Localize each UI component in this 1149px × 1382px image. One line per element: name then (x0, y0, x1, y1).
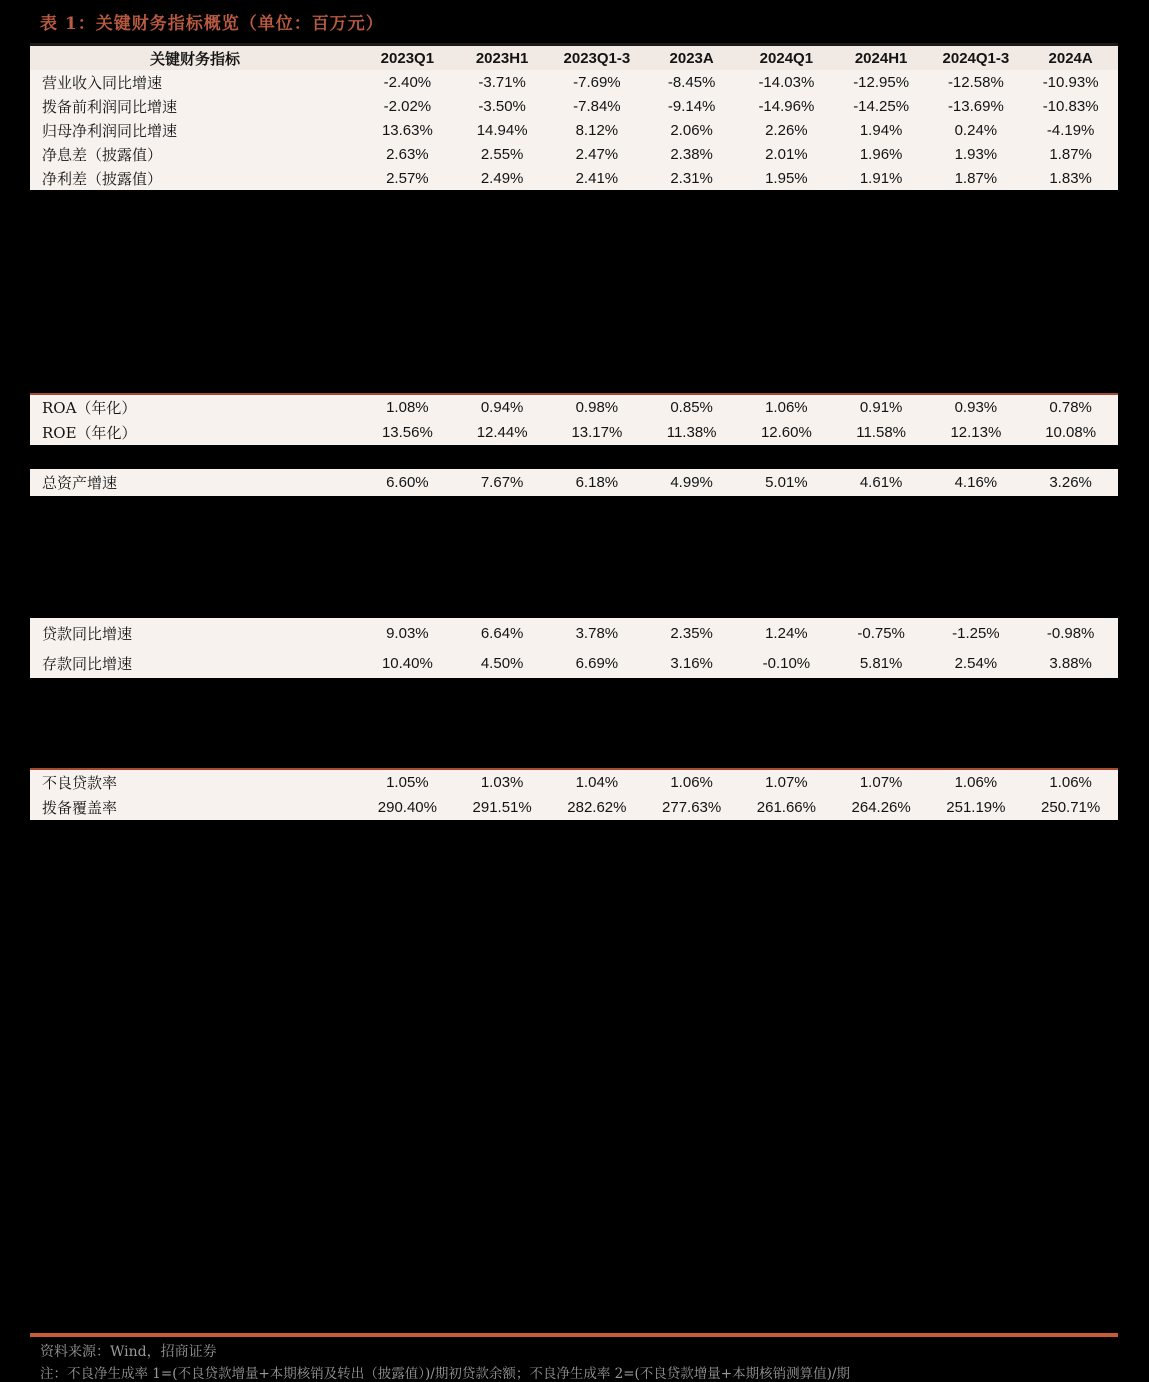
cell-value: 2.55% (480, 145, 524, 163)
table-row (30, 94, 1118, 118)
cell-value: 1.07% (765, 774, 808, 791)
cell-value: 8.12% (575, 121, 619, 139)
cell-value: 10.08% (1045, 424, 1097, 441)
header-column: 2024H1 (854, 50, 908, 67)
cell-value: 1.07% (859, 774, 903, 791)
cell-value: 0.93% (954, 399, 998, 416)
table-row (30, 420, 1118, 445)
cell-value: -4.19% (1046, 121, 1095, 139)
cell-value: 12.44% (476, 424, 528, 441)
cell-value: 2.63% (386, 145, 429, 163)
table-row (30, 166, 1118, 190)
cell-value: -8.45% (667, 73, 716, 91)
cell-value: 6.18% (575, 474, 619, 491)
cell-value: 11.38% (666, 424, 717, 441)
cell-value: 0.91% (859, 399, 903, 416)
cell-value: -14.03% (758, 73, 815, 91)
cell-value: 2.31% (670, 169, 713, 187)
row-label: 拨备前利润同比增速 (42, 97, 178, 116)
cell-value: 1.93% (954, 145, 998, 163)
cell-value: 12.60% (760, 424, 812, 441)
table-row (30, 469, 1118, 496)
cell-value: 6.60% (386, 474, 429, 491)
cell-value: 4.61% (859, 474, 903, 491)
table-row (30, 618, 1118, 648)
cell-value: 3.16% (670, 654, 713, 672)
cell-value: 1.87% (1049, 145, 1092, 163)
cell-value: 3.88% (1049, 654, 1092, 672)
cell-value: -14.25% (853, 97, 910, 115)
cell-value: 2.49% (480, 169, 524, 187)
cell-value: 1.06% (765, 399, 808, 416)
row-label: 净利差（披露值） (42, 169, 163, 188)
cell-value: -0.10% (762, 654, 811, 672)
cell-value: 2.41% (575, 169, 619, 187)
cell-value: -12.95% (853, 73, 910, 91)
cell-value: -0.75% (857, 624, 905, 642)
cell-value: 1.95% (765, 169, 808, 187)
table-row (30, 648, 1118, 678)
cell-value: 1.08% (386, 399, 429, 416)
cell-value: 0.94% (480, 399, 524, 416)
cell-value: 251.19% (946, 799, 1006, 816)
cell-value: 1.06% (670, 774, 713, 791)
table-block-loans-deposits (30, 618, 1118, 678)
cell-value: 1.06% (1049, 774, 1092, 791)
cell-value: 14.94% (476, 121, 528, 139)
cell-value: 250.71% (1041, 799, 1101, 816)
cell-value: 1.91% (859, 169, 903, 187)
calculation-note: 注：不良净生成率 1=(不良贷款增量+本期核销及转出（披露值）)/期初贷款余额；不良净生成率 2=(不良贷款增量+本期核销测算值)/期 (40, 1366, 850, 1382)
cell-value: 13.17% (571, 424, 623, 441)
header-column: 2024A (1048, 50, 1093, 67)
cell-value: -1.25% (952, 624, 1000, 642)
cell-value: 1.24% (765, 624, 808, 642)
table-block-asset-quality (30, 768, 1118, 820)
table-title: 表 1：关键财务指标概览（单位：百万元） (40, 14, 384, 34)
cell-value: 0.78% (1049, 399, 1092, 416)
table-block-growth-and-margin (30, 70, 1118, 190)
cell-value: 10.40% (381, 654, 433, 672)
cell-value: 1.04% (575, 774, 619, 791)
cell-value: 261.66% (756, 799, 816, 816)
cell-value: 2.26% (765, 121, 808, 139)
header-column: 2023Q1 (380, 50, 435, 67)
header-label: 关键财务指标 (149, 50, 240, 68)
cell-value: 5.81% (859, 654, 903, 672)
cell-value: 1.87% (954, 169, 998, 187)
cell-value: -3.50% (478, 97, 526, 115)
cell-value: 0.85% (670, 399, 713, 416)
row-label: 总资产增速 (42, 474, 118, 492)
cell-value: -12.58% (947, 73, 1004, 91)
cell-value: 1.94% (859, 121, 903, 139)
header-column: 2023H1 (475, 50, 529, 67)
table-row (30, 395, 1118, 420)
cell-value: 290.40% (377, 799, 437, 816)
row-label: 净息差（披露值） (42, 145, 163, 164)
cell-value: -13.69% (947, 97, 1004, 115)
table-row (30, 770, 1118, 795)
row-label: ROA（年化） (42, 399, 137, 417)
cell-value: 6.69% (575, 654, 619, 672)
cell-value: -7.84% (573, 97, 621, 115)
cell-value: 2.01% (765, 145, 808, 163)
source-note: 资料来源：Wind，招商证券 (40, 1344, 217, 1360)
cell-value: 282.62% (567, 799, 627, 816)
cell-value: 13.63% (381, 121, 433, 139)
header-column: 2023Q1-3 (563, 50, 631, 67)
cell-value: 2.57% (386, 169, 429, 187)
cell-value: -14.96% (758, 97, 815, 115)
cell-value: 4.99% (670, 474, 713, 491)
cell-value: 291.51% (472, 799, 532, 816)
cell-value: 277.63% (662, 799, 722, 816)
table-row (30, 142, 1118, 166)
cell-value: 2.54% (954, 654, 998, 672)
table-row (30, 795, 1118, 820)
cell-value: -10.83% (1042, 97, 1099, 115)
cell-value: 2.35% (670, 624, 713, 642)
cell-value: 12.13% (950, 424, 1002, 441)
cell-value: 0.98% (575, 399, 619, 416)
cell-value: 1.06% (954, 774, 998, 791)
cell-value: 2.06% (670, 121, 713, 139)
cell-value: -10.93% (1042, 73, 1099, 91)
cell-value: 3.78% (575, 624, 619, 642)
cell-value: 1.05% (386, 774, 429, 791)
row-label: 贷款同比增速 (42, 624, 133, 643)
cell-value: 1.83% (1049, 169, 1092, 187)
header-column: 2023A (669, 50, 714, 67)
cell-value: 13.56% (381, 424, 433, 441)
cell-value: 2.47% (575, 145, 619, 163)
cell-value: 4.50% (480, 654, 524, 672)
row-label: 存款同比增速 (42, 654, 133, 673)
cell-value: -9.14% (667, 97, 716, 115)
cell-value: 5.01% (765, 474, 808, 491)
header-column: 2024Q1-3 (942, 50, 1010, 67)
cell-value: -2.40% (383, 73, 432, 91)
table-header-row (30, 43, 1118, 73)
table-row (30, 70, 1118, 94)
row-label: 拨备覆盖率 (42, 799, 118, 817)
cell-value: 2.38% (670, 145, 713, 163)
row-label: ROE（年化） (42, 424, 137, 442)
cell-value: 264.26% (851, 799, 911, 816)
cell-value: -3.71% (478, 73, 526, 91)
cell-value: -2.02% (383, 97, 432, 115)
table-row (30, 118, 1118, 142)
table-block-asset-growth (30, 469, 1118, 496)
cell-value: 6.64% (480, 624, 524, 642)
bottom-divider-rule (30, 1333, 1118, 1337)
header-column: 2024Q1 (759, 50, 814, 67)
row-label: 不良贷款率 (42, 774, 118, 792)
row-label: 归母净利润同比增速 (42, 121, 178, 140)
cell-value: 9.03% (386, 624, 429, 642)
cell-value: 0.24% (954, 121, 998, 139)
cell-value: 11.58% (856, 424, 906, 441)
row-label: 营业收入同比增速 (42, 73, 163, 92)
table-block-returns (30, 393, 1118, 445)
cell-value: 4.16% (954, 474, 998, 491)
cell-value: 1.96% (859, 145, 903, 163)
cell-value: 3.26% (1049, 474, 1092, 491)
cell-value: -0.98% (1046, 624, 1095, 642)
cell-value: 1.03% (480, 774, 524, 791)
cell-value: -7.69% (573, 73, 621, 91)
cell-value: 7.67% (480, 474, 524, 491)
